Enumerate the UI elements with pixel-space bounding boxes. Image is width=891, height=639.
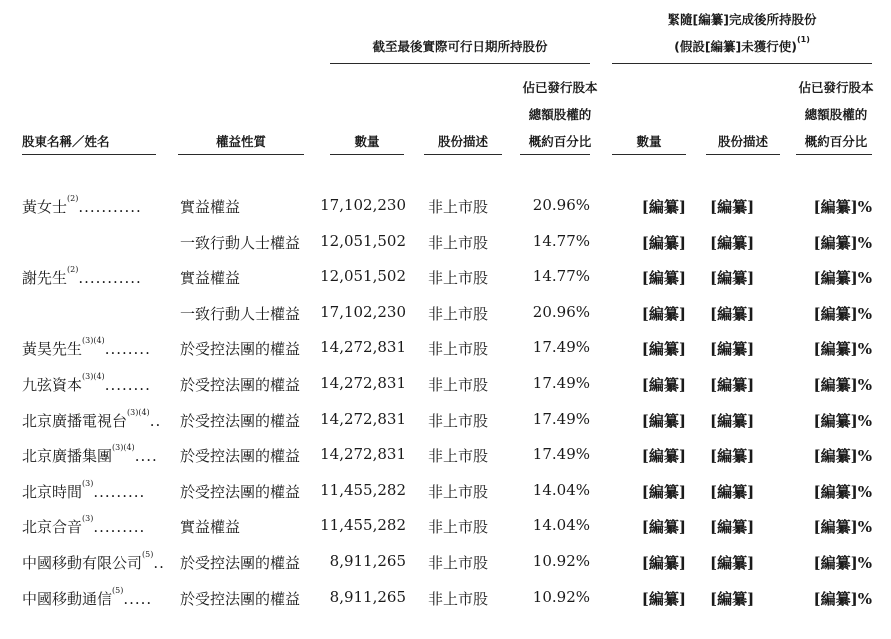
- after-share-number: [編纂]: [641, 269, 686, 287]
- after-group-rule: [612, 63, 872, 64]
- after-share-percentage: [編纂]%: [813, 518, 872, 536]
- col-header-description: 股份描述: [437, 134, 488, 149]
- after-share-number: [編纂]: [641, 447, 686, 465]
- shareholder-name-text: 中國移動有限公司: [22, 554, 143, 572]
- share-number: 14,272,831: [320, 445, 406, 463]
- rule-shareholder: [22, 154, 156, 155]
- shareholder-note: (3)(4): [127, 408, 150, 417]
- shareholder-name: [22, 552, 165, 573]
- shareholder-note: (2): [67, 194, 79, 203]
- shareholder-name: [22, 267, 142, 288]
- interest-nature: 實益權益: [180, 518, 241, 536]
- shareholder-note: (5): [112, 586, 124, 595]
- current-group-rule: [330, 63, 590, 64]
- dot-leader: ....: [134, 447, 158, 465]
- interest-nature: 實益權益: [180, 269, 241, 287]
- share-description: 非上市股: [428, 412, 489, 430]
- current-group-header: 截至最後實際可行日期所持股份: [372, 39, 548, 54]
- share-percentage: 10.92%: [532, 552, 590, 570]
- dot-leader: ........: [104, 376, 151, 394]
- after-share-number: [編纂]: [641, 376, 686, 394]
- after-share-description: [編纂]: [710, 234, 755, 252]
- interest-nature: 於受控法團的權益: [180, 554, 301, 572]
- interest-nature: 於受控法團的權益: [180, 376, 301, 394]
- rule-nature: [178, 154, 304, 155]
- shareholder-name-text: 北京廣播集團: [22, 447, 113, 465]
- after-share-number: [編纂]: [641, 305, 686, 323]
- col-header-number: 數量: [354, 134, 380, 149]
- after-pct-header-line1: 佔已發行股本: [798, 80, 874, 95]
- share-description: 非上市股: [428, 483, 489, 501]
- shareholder-note: (3)(4): [82, 336, 105, 345]
- interest-nature: 於受控法團的權益: [180, 483, 301, 501]
- interest-nature: 於受控法團的權益: [180, 412, 301, 430]
- shareholder-name: [22, 374, 151, 395]
- shareholder-name-text: 黃昊先生: [22, 340, 83, 358]
- shareholder-name: [22, 196, 142, 217]
- shareholder-name: [22, 516, 145, 537]
- shareholder-note: (2): [67, 265, 79, 274]
- after-share-number: [編纂]: [641, 198, 686, 216]
- after-group-header-line2-text: (假設[編纂]未獲行使): [674, 39, 797, 54]
- share-number: 12,051,502: [320, 232, 406, 250]
- after-share-description: [編纂]: [710, 269, 755, 287]
- rule-pct: [520, 154, 590, 155]
- shareholder-note: (5): [142, 550, 154, 559]
- share-percentage: 14.04%: [532, 516, 590, 534]
- dot-leader: ..: [149, 412, 162, 430]
- share-percentage: 14.04%: [532, 481, 590, 499]
- after-pct-header-line3: 概約百分比: [804, 134, 868, 149]
- after-group-header-line1: 緊隨[編纂]完成後所持股份: [667, 12, 817, 27]
- interest-nature: 於受控法團的權益: [180, 447, 301, 465]
- col-header-nature: 權益性質: [215, 134, 266, 149]
- after-share-description: [編纂]: [710, 376, 755, 394]
- share-number: 12,051,502: [320, 267, 406, 285]
- rule-description: [424, 154, 502, 155]
- shareholder-name: [22, 481, 145, 502]
- share-number: 11,455,282: [320, 481, 406, 499]
- shareholder-note: (3)(4): [112, 443, 135, 452]
- shareholder-name-text: 北京合音: [22, 518, 83, 536]
- share-percentage: 17.49%: [532, 338, 590, 356]
- shareholder-name-text: 北京時間: [22, 483, 83, 501]
- after-group-note: (1): [796, 35, 810, 44]
- dot-leader: ........: [104, 340, 151, 358]
- share-number: 17,102,230: [320, 196, 406, 214]
- shareholder-name-text: 九弦資本: [22, 376, 83, 394]
- after-share-percentage: [編纂]%: [813, 483, 872, 501]
- after-share-description: [編纂]: [710, 447, 755, 465]
- shareholder-name-text: 黃女士: [22, 198, 68, 216]
- rule-after-pct: [796, 154, 872, 155]
- after-share-number: [編纂]: [641, 412, 686, 430]
- share-description: 非上市股: [428, 518, 489, 536]
- after-share-percentage: [編纂]%: [813, 234, 872, 252]
- share-percentage: 17.49%: [532, 374, 590, 392]
- share-description: 非上市股: [428, 305, 489, 323]
- dot-leader: .....: [123, 590, 153, 608]
- dot-leader: ..: [153, 554, 165, 572]
- shareholder-name: [22, 445, 158, 466]
- share-percentage: 10.92%: [532, 588, 590, 606]
- after-share-percentage: [編纂]%: [813, 447, 872, 465]
- shareholder-name-text: 中國移動通信: [22, 590, 113, 608]
- share-percentage: 14.77%: [532, 232, 590, 250]
- col-header-after-number: 數量: [636, 134, 662, 149]
- share-description: 非上市股: [428, 198, 489, 216]
- share-number: 17,102,230: [320, 303, 406, 321]
- after-share-percentage: [編纂]%: [813, 590, 872, 608]
- after-pct-header-line2: 總額股權的: [804, 107, 868, 122]
- dot-leader: ...........: [78, 198, 142, 216]
- pct-header-line1: 佔已發行股本: [522, 80, 598, 95]
- share-description: 非上市股: [428, 447, 489, 465]
- share-number: 8,911,265: [329, 588, 406, 606]
- after-group-header-line2: [612, 37, 872, 55]
- after-share-number: [編纂]: [641, 590, 686, 608]
- interest-nature: 於受控法團的權益: [180, 340, 301, 358]
- after-share-percentage: [編纂]%: [813, 554, 872, 572]
- after-share-number: [編纂]: [641, 234, 686, 252]
- after-share-description: [編纂]: [710, 198, 755, 216]
- after-share-number: [編纂]: [641, 340, 686, 358]
- interest-nature: 於受控法團的權益: [180, 590, 301, 608]
- interest-nature: 一致行動人士權益: [180, 305, 301, 323]
- after-share-description: [編纂]: [710, 412, 755, 430]
- after-share-percentage: [編纂]%: [813, 305, 872, 323]
- share-number: 8,911,265: [329, 552, 406, 570]
- share-description: 非上市股: [428, 234, 489, 252]
- shareholder-note: (3): [82, 479, 94, 488]
- dot-leader: .........: [93, 518, 146, 536]
- share-number: 14,272,831: [320, 338, 406, 356]
- share-percentage: 14.77%: [532, 267, 590, 285]
- shareholder-note: (3): [82, 514, 94, 523]
- after-share-description: [編纂]: [710, 554, 755, 572]
- pct-header-line3: 概約百分比: [528, 134, 592, 149]
- after-share-number: [編纂]: [641, 554, 686, 572]
- share-description: 非上市股: [428, 340, 489, 358]
- share-description: 非上市股: [428, 554, 489, 572]
- after-share-percentage: [編纂]%: [813, 412, 872, 430]
- rule-after-description: [706, 154, 780, 155]
- interest-nature: 實益權益: [180, 198, 241, 216]
- after-share-number: [編纂]: [641, 518, 686, 536]
- shareholder-name: [22, 410, 161, 431]
- rule-number: [330, 154, 404, 155]
- share-percentage: 20.96%: [532, 196, 590, 214]
- pct-header-line2: 總額股權的: [528, 107, 592, 122]
- share-description: 非上市股: [428, 269, 489, 287]
- after-share-description: [編纂]: [710, 483, 755, 501]
- col-header-shareholder: 股東名稱／姓名: [22, 134, 110, 149]
- share-number: 14,272,831: [320, 410, 406, 428]
- after-share-description: [編纂]: [710, 518, 755, 536]
- share-description: 非上市股: [428, 376, 489, 394]
- after-share-description: [編纂]: [710, 340, 755, 358]
- dot-leader: ...........: [78, 269, 142, 287]
- after-share-percentage: [編纂]%: [813, 340, 872, 358]
- after-share-percentage: [編纂]%: [813, 269, 872, 287]
- shareholder-name-text: 北京廣播電視台: [22, 412, 128, 430]
- col-header-after-description: 股份描述: [717, 134, 768, 149]
- after-share-description: [編纂]: [710, 590, 755, 608]
- share-percentage: 17.49%: [532, 410, 590, 428]
- shareholder-name-text: 謝先生: [22, 269, 68, 287]
- shareholder-name: [22, 338, 151, 359]
- share-number: 11,455,282: [320, 516, 406, 534]
- share-percentage: 17.49%: [532, 445, 590, 463]
- share-description: 非上市股: [428, 590, 489, 608]
- share-percentage: 20.96%: [532, 303, 590, 321]
- after-share-percentage: [編纂]%: [813, 198, 872, 216]
- shareholder-name: [22, 588, 152, 609]
- after-share-number: [編纂]: [641, 483, 686, 501]
- share-number: 14,272,831: [320, 374, 406, 392]
- rule-after-number: [612, 154, 686, 155]
- dot-leader: .........: [93, 483, 146, 501]
- after-share-description: [編纂]: [710, 305, 755, 323]
- interest-nature: 一致行動人士權益: [180, 234, 301, 252]
- shareholder-note: (3)(4): [82, 372, 105, 381]
- after-share-percentage: [編纂]%: [813, 376, 872, 394]
